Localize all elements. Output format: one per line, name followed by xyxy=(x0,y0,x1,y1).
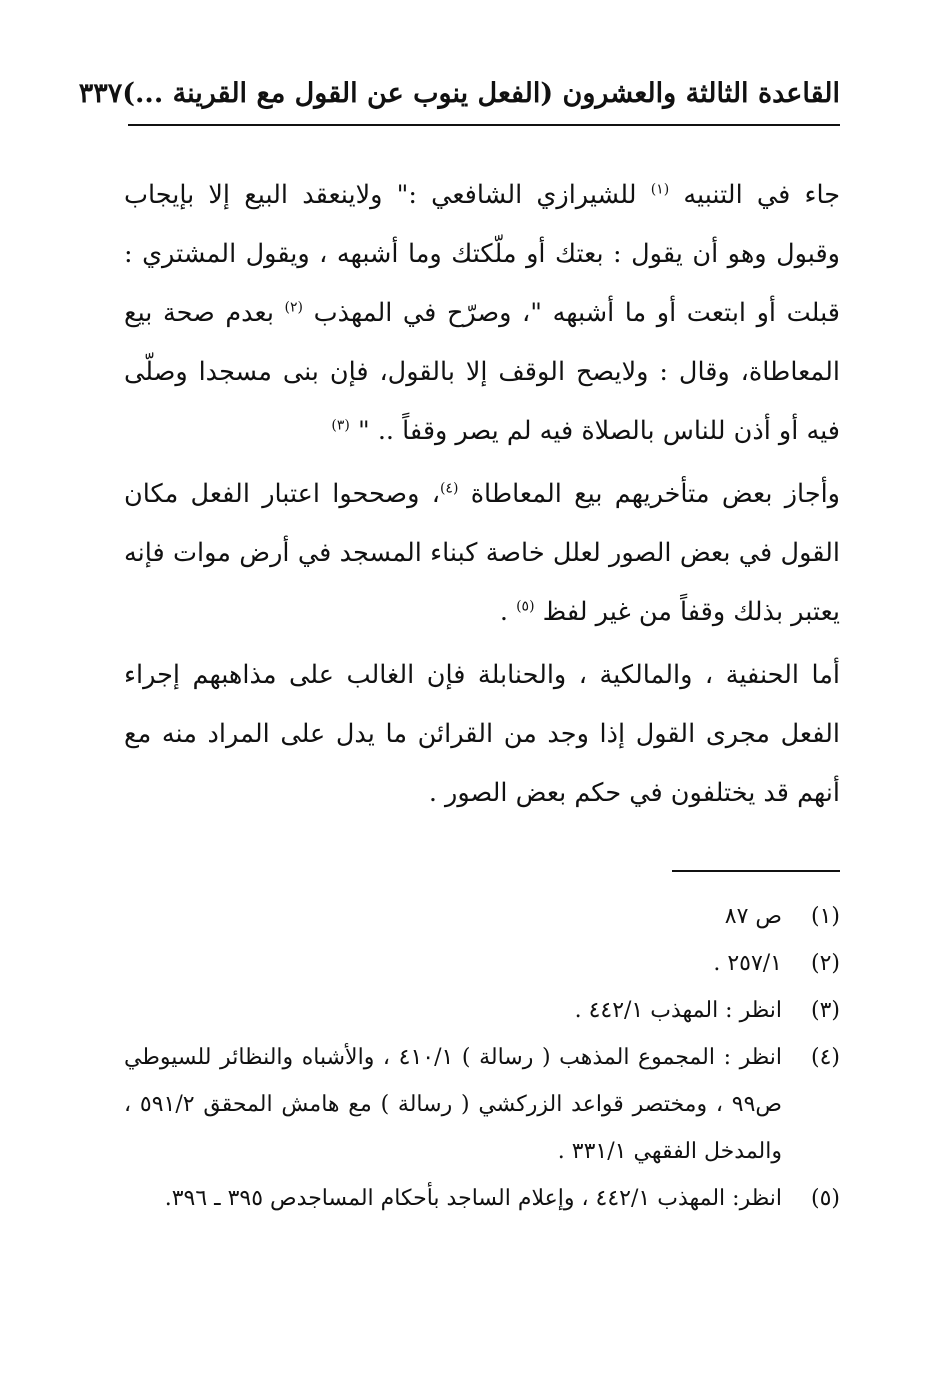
footnote-number: (٤) xyxy=(810,1045,840,1070)
footnote-text: انظر : المهذب ٤٤٢/١ . xyxy=(574,998,782,1023)
text-run: جاء في التنبيه xyxy=(669,180,841,210)
footnote xyxy=(124,987,840,1034)
footnotes xyxy=(124,893,840,1222)
footnote-number: (٢) xyxy=(810,951,840,976)
footnote-text: ٢٥٧/١ . xyxy=(713,951,782,976)
footnote-number: (٣) xyxy=(810,998,840,1023)
footnote-ref: (٤) xyxy=(439,480,459,497)
footnote-number: (١) xyxy=(810,904,840,929)
footnote-ref: (٣) xyxy=(331,417,350,434)
header-title: القاعدة الثالثة والعشرون (الفعل ينوب عن القول مع القرينة ...) xyxy=(122,77,840,109)
footnote-text: انظر : المجموع المذهب ( رسالة ) ٤١٠/١ ، والأشباه والنظائر للسيوطي ص٩٩ ، ومختصر قواعد الزركشي ( رسالة ) مع هامش المحقق ٥٩١/٢ ، والمدخل الفقهي ٣٣١/١ . xyxy=(124,1045,782,1164)
footnote-ref: (٢) xyxy=(284,299,303,316)
header-rule xyxy=(128,124,840,126)
footnote-text: ص ٨٧ xyxy=(724,904,782,929)
footnote-rule xyxy=(672,870,840,872)
paragraph xyxy=(124,465,840,642)
running-header xyxy=(78,70,840,116)
footnote-text: انظر: المهذب ٤٤٢/١ ، وإعلام الساجد بأحكام المساجدص ٣٩٥ ـ ٣٩٦. xyxy=(164,1186,782,1211)
main-text xyxy=(124,166,840,827)
paragraph xyxy=(124,166,840,461)
footnote xyxy=(124,893,840,940)
text-run: للشيرازي الشافعي :" ولاينعقد البيع إلا بإيجاب وقبول وهو أن يقول : بعتك أو ملّكتك وما أشبهه ، ويقول المشتري : قبلت أو ابتعت أو ما أشبهه "، وصرّح في المهذب xyxy=(124,180,840,328)
text-run: أما الحنفية ، والمالكية ، والحنابلة فإن الغالب على مذاهبهم إجراء الفعل مجرى القول إذا وجد من القرائن ما يدل على المراد منه مع أنهم قد يختلفون في حكم بعض الصور . xyxy=(124,660,840,808)
footnote-number: (٥) xyxy=(810,1186,840,1211)
text-run: ، وصححوا اعتبار الفعل مكان القول في بعض الصور لعلل خاصة كبناء المسجد في أرض موات فإنه يعتبر بذلك وقفاً من غير لفظ xyxy=(124,479,840,627)
footnote xyxy=(124,940,840,987)
footnote xyxy=(124,1034,840,1175)
text-run: . xyxy=(499,597,517,627)
footnote-ref: (٥) xyxy=(516,598,535,615)
paragraph xyxy=(124,646,840,823)
page-number: ٣٣٧ xyxy=(78,77,123,109)
text-run: وأجاز بعض متأخريهم بيع المعاطاة xyxy=(458,479,840,509)
footnote-ref: (١) xyxy=(650,181,670,198)
text-run: بعدم صحة بيع المعاطاة، وقال : ولايصح الوقف إلا بالقول، فإن بنى مسجدا وصلّى فيه أو أذن للناس بالصلاة فيه لم يصر وقفاً .. " xyxy=(124,298,840,446)
footnote xyxy=(124,1175,840,1222)
